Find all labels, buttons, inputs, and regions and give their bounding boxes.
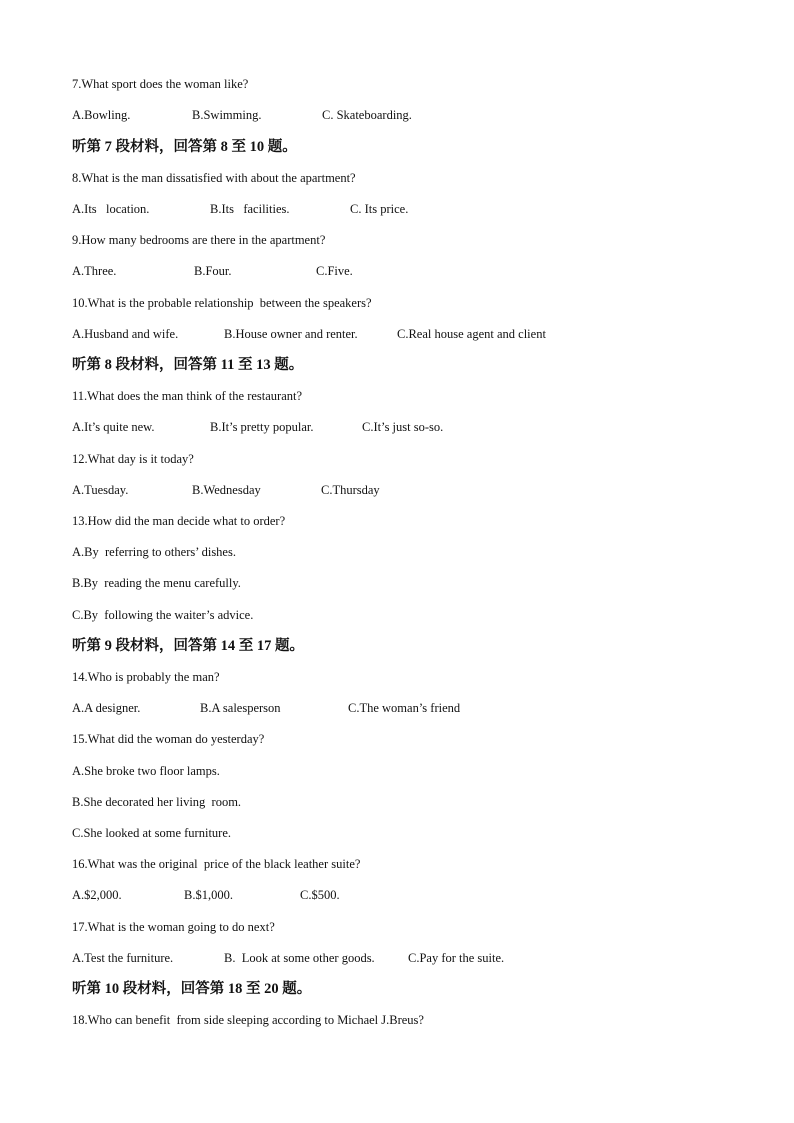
answer-option: B.Swimming. xyxy=(192,108,262,122)
question-line: C.She looked at some furniture. xyxy=(72,826,231,840)
question-line: 7.What sport does the woman like? xyxy=(72,77,249,91)
answer-option: C.The woman’s friend xyxy=(348,701,461,715)
answer-option: B. Look at some other goods. xyxy=(224,951,375,965)
answer-option: B.A salesperson xyxy=(200,701,281,715)
question-line: B.She decorated her living room. xyxy=(72,795,242,809)
section-heading: 听第 10 段材料，回答第 18 至 20 题。 xyxy=(72,981,312,997)
answer-option: A.Tuesday. xyxy=(72,483,129,497)
question-line: A.By referring to others’ dishes. xyxy=(72,545,236,559)
question-line: 13.How did the man decide what to order? xyxy=(72,514,286,528)
answer-option: C.$500. xyxy=(300,888,340,902)
answer-option: B.$1,000. xyxy=(184,888,233,902)
question-line: 14.Who is probably the man? xyxy=(72,670,220,684)
answer-option: A.A designer. xyxy=(72,701,141,715)
question-line: 9.How many bedrooms are there in the apartment? xyxy=(72,233,326,247)
question-line: B.By reading the menu carefully. xyxy=(72,576,241,590)
question-line: 11.What does the man think of the restaurant? xyxy=(72,389,303,403)
question-line: 18.Who can benefit from side sleeping according to Michael J.Breus? xyxy=(72,1013,424,1027)
question-line: 15.What did the woman do yesterday? xyxy=(72,732,265,746)
answer-option: A.It’s quite new. xyxy=(72,420,155,434)
section-heading: 听第 8 段材料，回答第 11 至 13 题。 xyxy=(72,357,304,373)
answer-option: B.Four. xyxy=(194,264,232,278)
section-heading: 听第 9 段材料，回答第 14 至 17 题。 xyxy=(72,638,304,654)
answer-option: A.Three. xyxy=(72,264,117,278)
answer-option: A.Test the furniture. xyxy=(72,951,174,965)
answer-option: C.Thursday xyxy=(321,483,380,497)
answer-option: C.Real house agent and client xyxy=(397,327,546,341)
answer-option: A.$2,000. xyxy=(72,888,122,902)
question-line: 16.What was the original price of the black leather suite? xyxy=(72,857,361,871)
question-line: 8.What is the man dissatisfied with about the apartment? xyxy=(72,171,356,185)
answer-option: C.It’s just so-so. xyxy=(362,420,444,434)
section-heading: 听第 7 段材料，回答第 8 至 10 题。 xyxy=(72,139,297,155)
answer-option: B.It’s pretty popular. xyxy=(210,420,314,434)
question-line: 12.What day is it today? xyxy=(72,452,194,466)
question-line: 17.What is the woman going to do next? xyxy=(72,920,275,934)
answer-option: B.Wednesday xyxy=(192,483,261,497)
answer-option: C.Five. xyxy=(316,264,353,278)
answer-option: B.House owner and renter. xyxy=(224,327,358,341)
question-line: C.By following the waiter’s advice. xyxy=(72,608,254,622)
answer-option: C. Skateboarding. xyxy=(322,108,412,122)
answer-option: A.Husband and wife. xyxy=(72,327,179,341)
answer-option: C. Its price. xyxy=(350,202,409,216)
question-line: A.She broke two floor lamps. xyxy=(72,764,220,778)
question-line: 10.What is the probable relationship between the speakers? xyxy=(72,296,372,310)
answer-option: A.Its location. xyxy=(72,202,150,216)
answer-option: C.Pay for the suite. xyxy=(408,951,505,965)
answer-option: A.Bowling. xyxy=(72,108,131,122)
answer-option: B.Its facilities. xyxy=(210,202,290,216)
